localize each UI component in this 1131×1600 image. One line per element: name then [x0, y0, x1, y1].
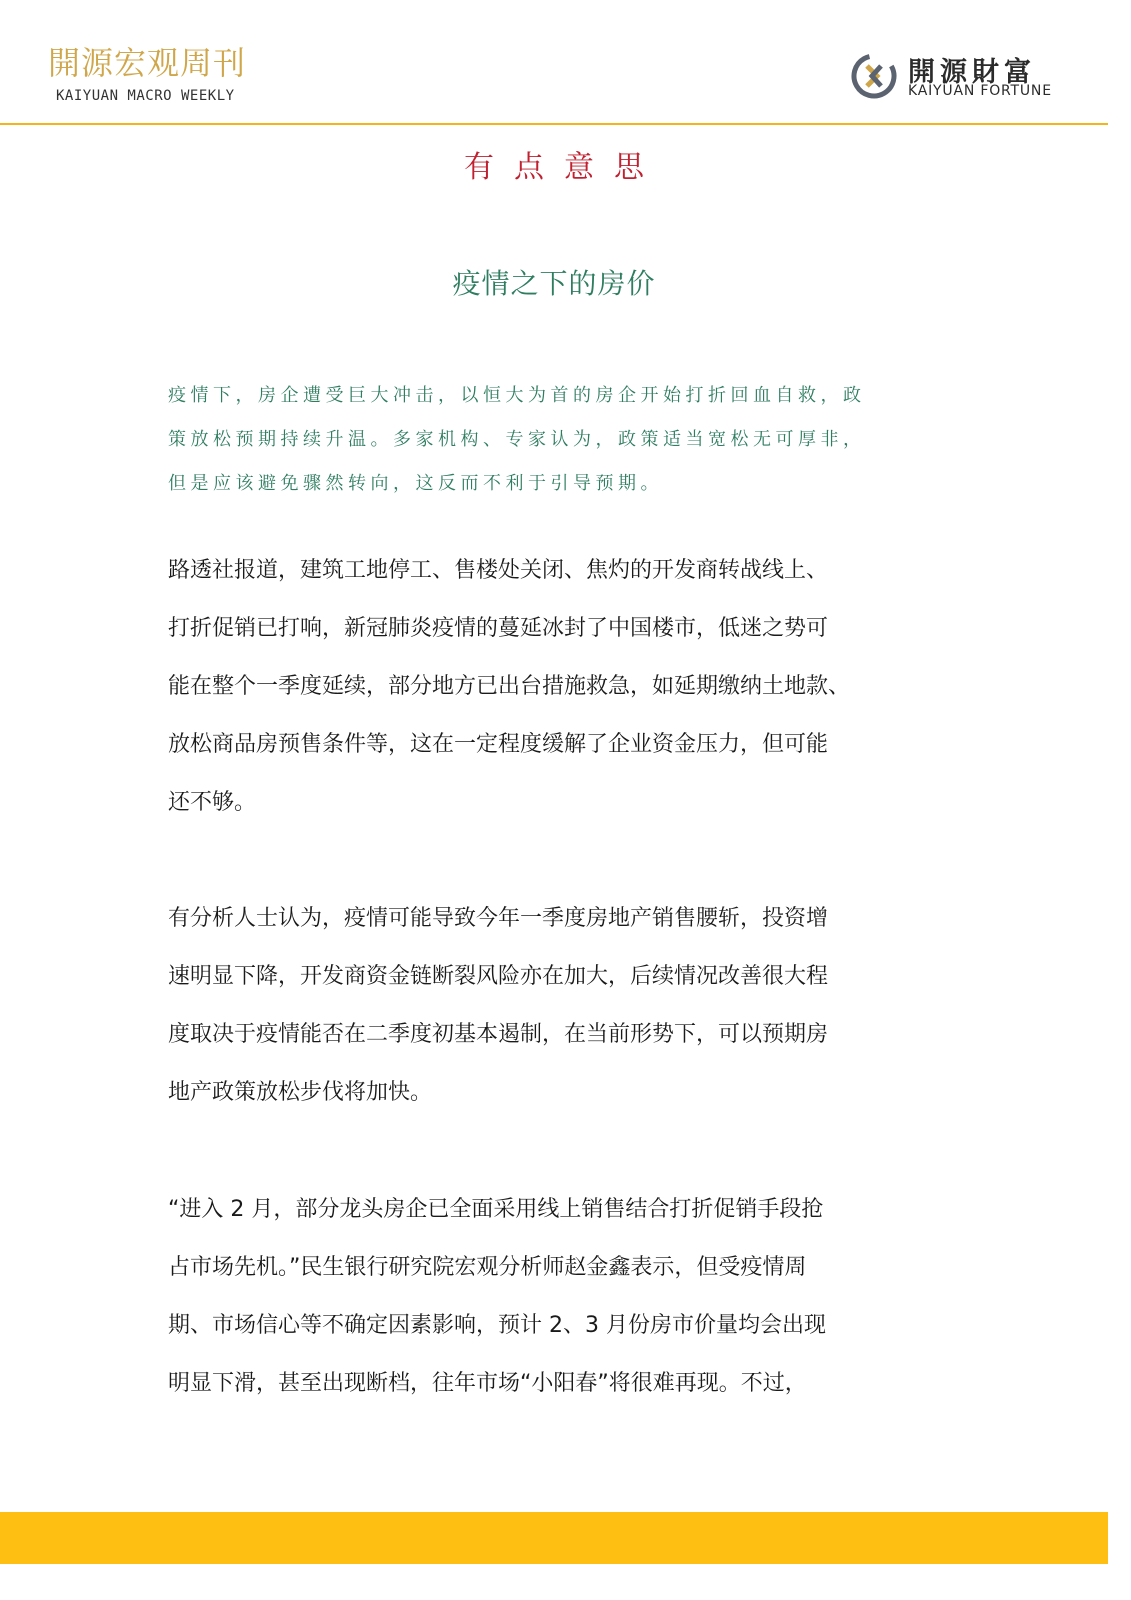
paragraph-line: 放松商品房预售条件等，这在一定程度缓解了企业资金压力，但可能: [168, 732, 829, 757]
paragraph-line: 占市场先机。”民生银行研究院宏观分析师赵金鑫表示，但受疫情周: [168, 1255, 807, 1280]
publication-subtitle: KAIYUAN MACRO WEEKLY: [56, 88, 235, 104]
summary-line: 疫情下，房企遭受巨大冲击，以恒大为首的房企开始打折回血自救，政: [168, 385, 866, 406]
paragraph-line: 还不够。: [168, 790, 257, 815]
kaiyuan-fortune-logo: [850, 50, 1080, 106]
paragraph-line: 期、市场信心等不确定因素影响，预计 2、3 月份房市价量均会出现: [168, 1313, 826, 1338]
paragraph-line: 路透社报道，建筑工地停工、售楼处关闭、焦灼的开发商转战线上、: [168, 558, 829, 583]
paragraph-line: 打折促销已打响，新冠肺炎疫情的蔓延冰封了中国楼市，低迷之势可: [168, 616, 829, 641]
summary-line: 策放松预期持续升温。多家机构、专家认为，政策适当宽松无可厚非，: [168, 429, 866, 450]
summary-line: 但是应该避免骤然转向，这反而不利于引导预期。: [168, 473, 663, 494]
body-paragraph-1: [168, 542, 948, 832]
logo-english-name: KAIYUAN FORTUNE: [908, 83, 1052, 99]
article-title: 疫情之下的房价: [452, 267, 656, 300]
paragraph-line: 地产政策放松步伐将加快。: [168, 1080, 433, 1105]
footer-bar: [0, 1512, 1108, 1564]
paragraph-line: “进入 2 月，部分龙头房企已全面采用线上销售结合打折促销手段抢: [168, 1197, 824, 1222]
kaiyuan-logo-icon: [850, 52, 898, 100]
header-divider: [0, 123, 1108, 125]
body-paragraph-2: [168, 890, 948, 1122]
paragraph-line: 有分析人士认为，疫情可能导致今年一季度房地产销售腰斩，投资增: [168, 906, 829, 931]
logo-chinese-name: 開源財富: [908, 57, 1036, 88]
paragraph-line: 能在整个一季度延续，部分地方已出台措施救急，如延期缴纳土地款、: [168, 674, 851, 699]
article-summary: [168, 374, 928, 506]
section-label: 有点意思: [464, 150, 664, 185]
paragraph-line: 速明显下降，开发商资金链断裂风险亦在加大，后续情况改善很大程: [168, 964, 829, 989]
paragraph-line: 度取决于疫情能否在二季度初基本遏制，在当前形势下，可以预期房: [168, 1022, 829, 1047]
publication-title: 開源宏观周刊: [48, 44, 247, 82]
body-paragraph-3: [168, 1181, 948, 1413]
paragraph-line: 明显下滑，甚至出现断档，往年市场“小阳春”将很难再现。不过，: [168, 1371, 807, 1396]
